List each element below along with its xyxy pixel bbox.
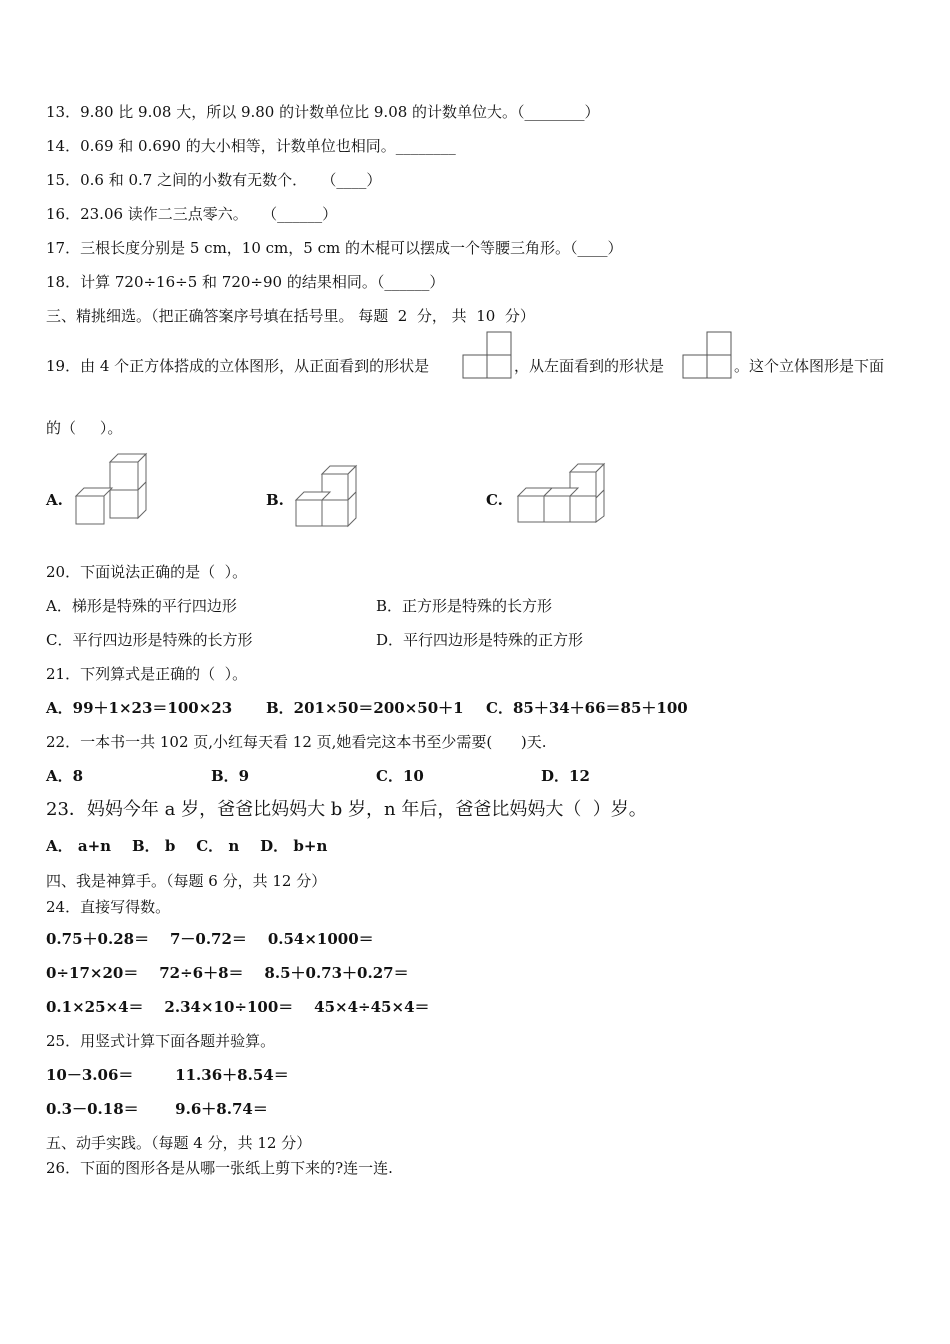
section-5-heading: 五、动手实践。（每题 4 分，共 12 分） bbox=[46, 1134, 312, 1152]
q20-option-b: B．正方形是特殊的长方形 bbox=[376, 597, 553, 615]
question-13: 13．9.80 比 9.08 大，所以 9.80 的计数单位比 9.08 的计数单位大。（________） bbox=[46, 103, 600, 121]
q24-row-1: 0.75＋0.28＝ 7－0.72＝ 0.54×1000＝ bbox=[46, 930, 374, 948]
option-a-cube-figure bbox=[70, 450, 152, 528]
left-view-icon bbox=[682, 331, 734, 379]
q23-options: A． a+n B． b C． n D． b+n bbox=[46, 837, 328, 855]
question-17: 17．三根长度分别是 5 cm，10 cm，5 cm 的木棍可以摆成一个等腰三角形。（____） bbox=[46, 239, 623, 257]
question-25-stem: 25．用竖式计算下面各题并验算。 bbox=[46, 1032, 276, 1050]
q22-option-d: D．12 bbox=[541, 767, 590, 785]
q21-option-a: A．99＋1×23＝100×23 bbox=[46, 699, 233, 717]
q19-option-a-label: A. bbox=[46, 491, 63, 509]
q19-option-c-label: C. bbox=[486, 491, 503, 509]
question-16: 16．23.06 读作二三点零六。 （______） bbox=[46, 205, 338, 223]
question-23-stem: 23．妈妈今年 a 岁，爸爸比妈妈大 b 岁，n 年后，爸爸比妈妈大（ ）岁。 bbox=[46, 799, 647, 820]
question-15: 15．0.6 和 0.7 之间的小数有无数个． （____） bbox=[46, 171, 382, 189]
option-c-cube-figure bbox=[514, 460, 610, 528]
question-26-stem: 26．下面的图形各是从哪一张纸上剪下来的?连一连. bbox=[46, 1159, 393, 1177]
q21-option-c: C．85＋34＋66＝85＋100 bbox=[486, 699, 688, 717]
question-24-stem: 24．直接写得数。 bbox=[46, 898, 171, 916]
q22-option-c: C．10 bbox=[376, 767, 424, 785]
q19-option-b-label: B. bbox=[266, 491, 284, 509]
front-view-icon bbox=[462, 331, 514, 379]
q25-row-1: 10－3.06＝ 11.36＋8.54＝ bbox=[46, 1066, 289, 1084]
q21-option-b: B．201×50＝200×50＋1 bbox=[266, 699, 464, 717]
q24-row-3: 0.1×25×4＝ 2.34×10÷100＝ 45×4÷45×4＝ bbox=[46, 998, 430, 1016]
question-22-stem: 22．一本书一共 102 页,小红每天看 12 页,她看完这本书至少需要( )天. bbox=[46, 733, 547, 751]
q20-option-d: D．平行四边形是特殊的正方形 bbox=[376, 631, 584, 649]
question-18: 18．计算 720÷16÷5 和 720÷90 的结果相同。（______） bbox=[46, 273, 445, 291]
question-19-part4: 的（ ）。 bbox=[46, 419, 123, 437]
section-3-heading: 三、精挑细选。（把正确答案序号填在括号里。 每题 2 分， 共 10 分） bbox=[46, 307, 535, 325]
question-19-part3: 。这个立体图形是下面 bbox=[734, 357, 885, 375]
question-21-stem: 21．下列算式是正确的（ ）。 bbox=[46, 665, 248, 683]
q22-option-b: B．9 bbox=[211, 767, 250, 785]
question-19-part1: 19．由 4 个正方体搭成的立体图形，从正面看到的形状是 bbox=[46, 357, 430, 375]
q24-row-2: 0÷17×20＝ 72÷6＋8＝ 8.5＋0.73＋0.27＝ bbox=[46, 964, 409, 982]
q20-option-c: C．平行四边形是特殊的长方形 bbox=[46, 631, 253, 649]
section-4-heading: 四、我是神算手。（每题 6 分，共 12 分） bbox=[46, 872, 327, 890]
question-20-stem: 20．下面说法正确的是（ ）。 bbox=[46, 563, 248, 581]
q22-option-a: A．8 bbox=[46, 767, 84, 785]
question-19-part2: ，从左面看到的形状是 bbox=[514, 357, 665, 375]
option-b-cube-figure bbox=[292, 462, 364, 530]
q20-option-a: A．梯形是特殊的平行四边形 bbox=[46, 597, 237, 615]
question-14: 14．0.69 和 0.690 的大小相等，计数单位也相同。________ bbox=[46, 137, 456, 155]
q25-row-2: 0.3－0.18＝ 9.6＋8.74＝ bbox=[46, 1100, 268, 1118]
